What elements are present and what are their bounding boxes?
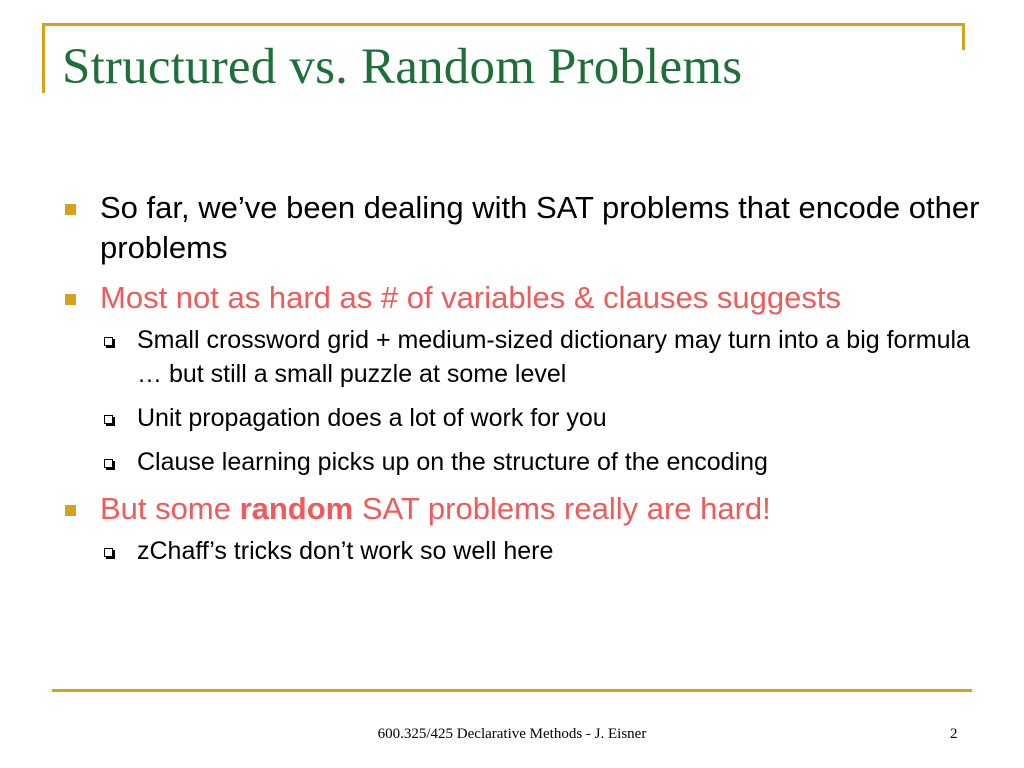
bullet-list: [60, 188, 1000, 568]
frame-top-line: [42, 23, 965, 26]
page-number: 2: [950, 726, 958, 742]
sub-bullet-text: Clause learning picks up on the structure of the encoding: [137, 448, 768, 476]
slide-title: Structured vs. Random Problems: [62, 39, 743, 95]
bullet-text: Most not as hard as # of variables & clauses suggests: [100, 280, 841, 315]
footer-text: 600.325/425 Declarative Methods - J. Eisner: [377, 726, 647, 742]
frame-right-line: [962, 23, 965, 50]
sub-bullet-item: [60, 534, 1000, 568]
bullet-item: [60, 188, 1000, 268]
bullet-item: [60, 489, 1000, 529]
sub-bullet-item: [60, 323, 1000, 391]
frame-left-line: [42, 23, 45, 93]
bullet-text: So far, we’ve been dealing with SAT problems that encode other problems: [100, 190, 980, 265]
square-bullet-icon: [65, 505, 76, 516]
square-bullet-icon: [65, 204, 76, 215]
bullet-item: [60, 278, 1000, 318]
bullet-text-prefix: But some: [100, 491, 240, 526]
hollow-square-bullet-icon: [104, 415, 113, 424]
sub-bullet-text: zChaff’s tricks don’t work so well here: [137, 537, 554, 565]
sub-bullet-text: Unit propagation does a lot of work for you: [137, 404, 607, 432]
sub-bullet-text: Small crossword grid + medium-sized dictionary may turn into a big formula … but still a small puzzle at some level: [137, 326, 970, 388]
hollow-square-bullet-icon: [104, 548, 113, 557]
hollow-square-bullet-icon: [104, 337, 113, 346]
bullet-text-suffix: SAT problems really are hard!: [353, 491, 771, 526]
footer-divider: [52, 689, 972, 692]
square-bullet-icon: [65, 294, 76, 305]
sub-bullet-item: [60, 445, 1000, 479]
hollow-square-bullet-icon: [104, 459, 113, 468]
bullet-text-emphasis: random: [239, 491, 354, 526]
sub-bullet-item: [60, 401, 1000, 435]
